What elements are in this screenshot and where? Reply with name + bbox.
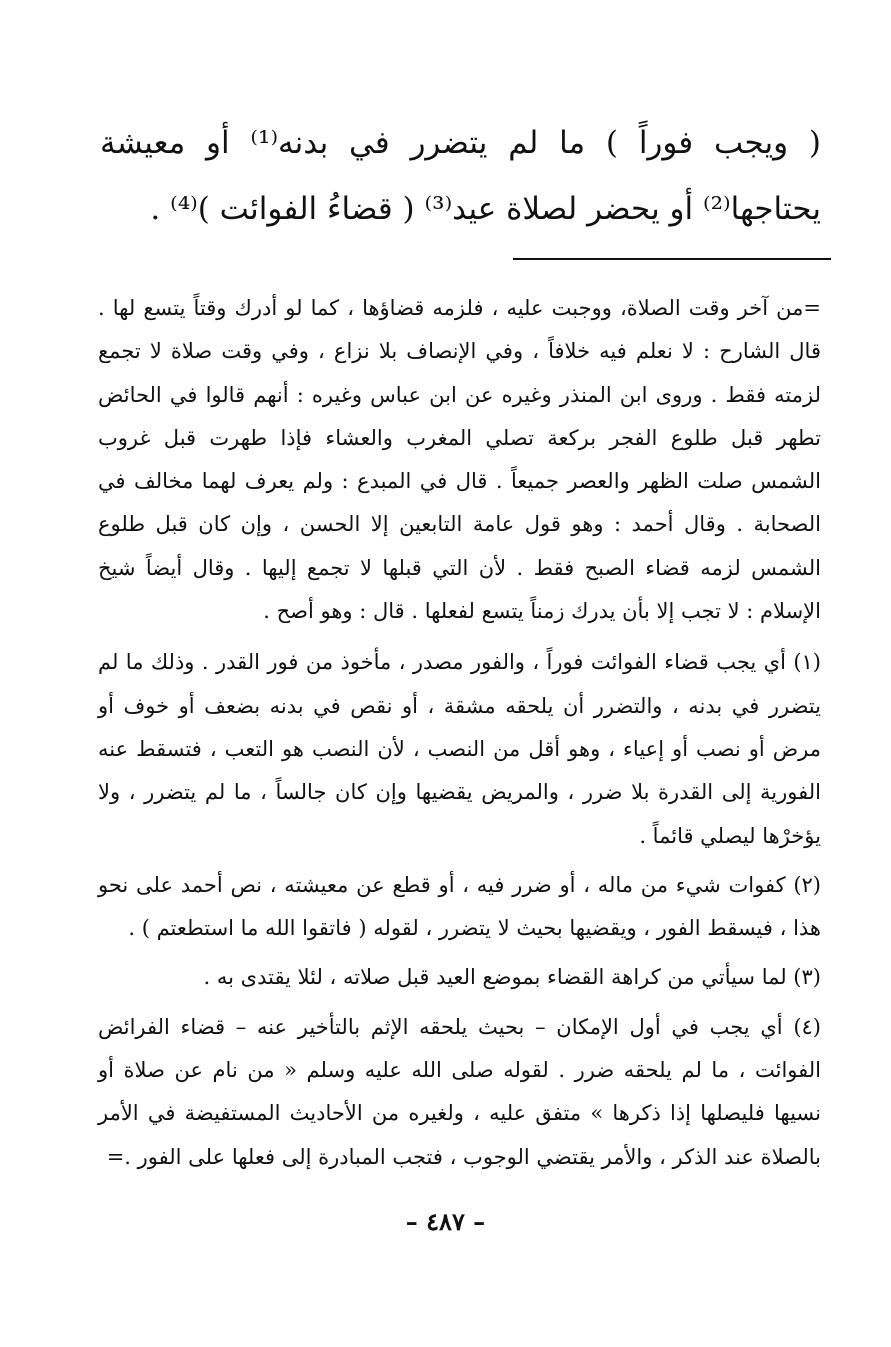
footnote-1: (١) أي يجب قضاء الفوائت فوراً ، والفور مصدر ، مأخوذ من فور القدر . وذلك ما لم يتضرر في بدنه ، والتضرر أن يلحقه مشقة ، أو نقص في بدنه بضعف أو خوف أو مرض أو نصب أو إعياء ، وهو أقل من النصب ، لأن النصب هو التعب ، فتسقط عنه الفورية إلى القدرة بلا ضرر ، والمريض يقضيها وإن كان جالساً ، ما لم يتضرر ، ولا يؤخرْها ليصلي قائماً . xyxy=(98,650,821,848)
footnotes-section xyxy=(98,287,821,1185)
page-number: – ٤٨٧ – xyxy=(405,1207,486,1236)
footnote-3: (٣) لما سيأتي من كراهة القضاء بموضع العيد قبل صلاته ، لئلا يقتدى به . xyxy=(203,965,821,990)
footnote-separator xyxy=(513,258,831,260)
footnote-2: (٢) كفوات شيء من ماله ، أو ضرر فيه ، أو قطع عن معيشته ، نص أحمد على نحو هذا ، فيسقط الفور ، ويقضيها بحيث لا يتضرر ، لقوله ( فاتقوا الله ما استطعتم ) . xyxy=(98,872,821,941)
main-text: ( ويجب فوراً ) ما لم يتضرر في بدنه⁽¹⁾ أو معيشة يحتاجها⁽²⁾ أو يحضر لصلاة عيد⁽³⁾ ( قضاءُ الفوائت )⁽⁴⁾ . xyxy=(100,125,821,227)
footnote-continuation: =من آخر وقت الصلاة، ووجبت عليه ، فلزمه قضاؤها ، كما لو أدرك وقتاً يتسع لها . قال الشارح : لا نعلم فيه خلافاً ، وفي الإنصاف بلا نزاع ، وفي وقت صلاة لا تجمع لزمته فقط . وروى ابن المنذر وغيره عن ابن عباس وغيره : أنهم قالوا في الحائض تطهر قبل طلوع الفجر بركعة تصلي المغرب والعشاء فإذا طهرت قبل غروب الشمس صلت الظهر والعصر جميعاً . قال في المبدع : ولم يعرف لهما مخالف في الصحابة . وقال أحمد : وهو قول عامة التابعين إلا الحسن ، وإن كان قبل طلوع الشمس لزمه قضاء الصبح فقط . لأن التي قبلها لا تجمع إليها . وقال أيضاً شيخ الإسلام : لا تجب إلا بأن يدرك زمناً يتسع لفعلها . قال : وهو أصح . xyxy=(98,296,821,624)
footnote-4: (٤) أي يجب في أول الإمكان – بحيث يلحقه الإثم بالتأخير عنه – قضاء الفرائض الفوائت ، ما لم يلحقه ضرر . لقوله صلى الله عليه وسلم « من نام عن صلاة أو نسيها فليصلها إذا ذكرها » متفق عليه ، ولغيره من الأحاديث المستفيضة في الأمر بالصلاة عند الذكر ، والأمر يقتضي الوجوب ، فتجب المبادرة إلى فعلها على الفور .= xyxy=(98,1014,821,1169)
